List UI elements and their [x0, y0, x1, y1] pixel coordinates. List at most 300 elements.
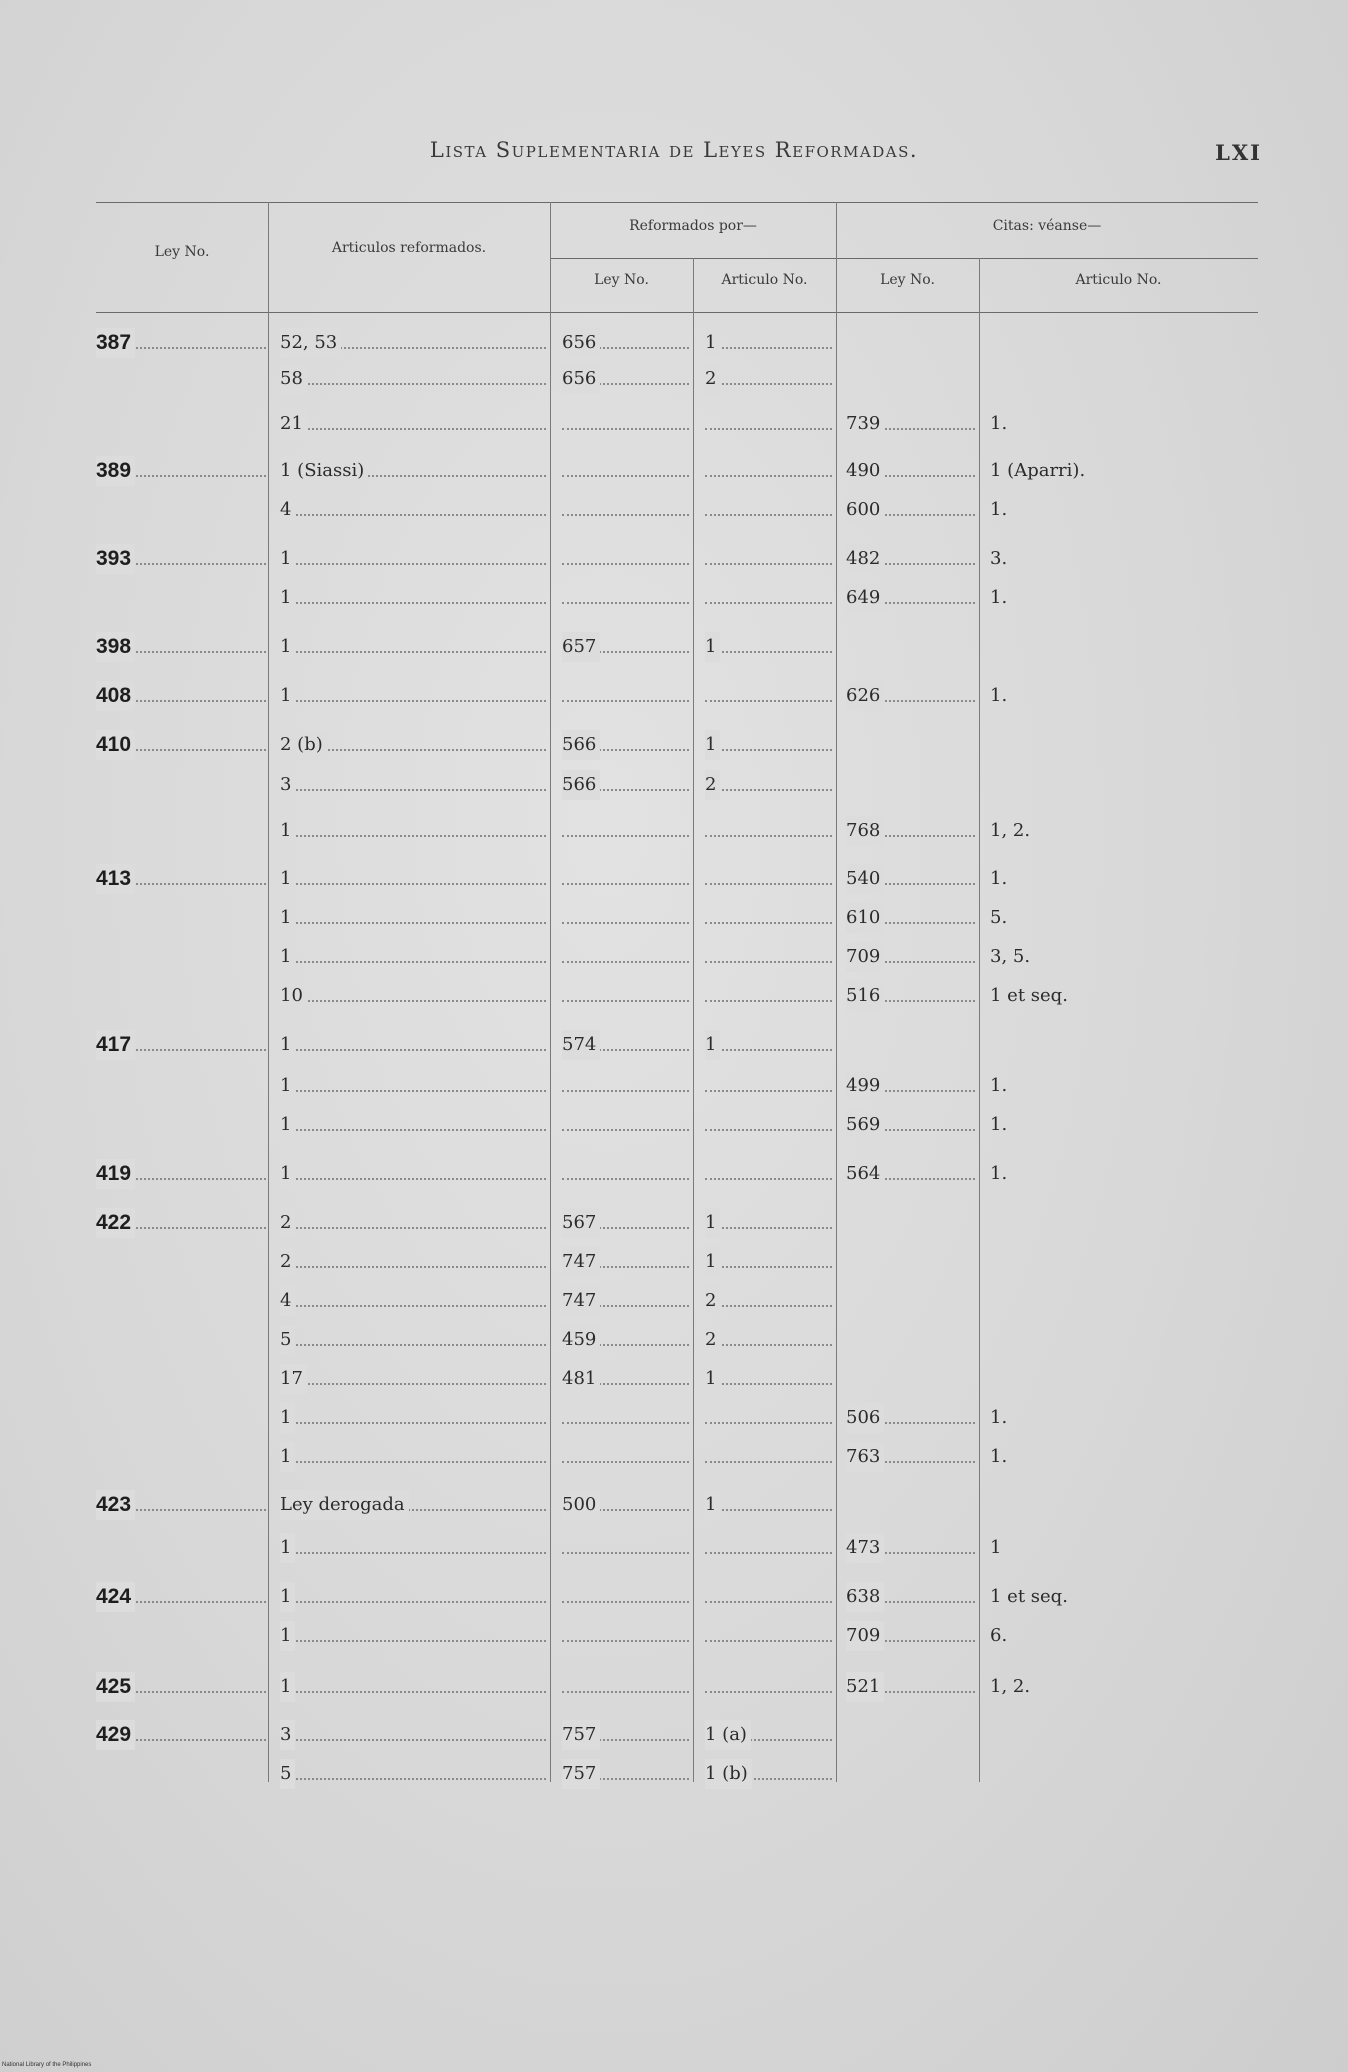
- cell-ref-ley: [562, 495, 689, 525]
- cell-text: 656: [562, 328, 600, 358]
- header-bottom-rule: [96, 312, 1258, 313]
- table-row: [0, 681, 1348, 711]
- cell-ley: [96, 1159, 266, 1189]
- table-row: [0, 583, 1348, 613]
- cell-text: 1.: [990, 1407, 1008, 1428]
- cell-ref-art: [705, 328, 832, 358]
- header-ley-no: Ley No.: [154, 244, 210, 260]
- table-row: [0, 632, 1348, 662]
- cell-text: 473: [846, 1533, 884, 1563]
- cell-ref-art: [705, 1030, 832, 1060]
- cell-cit-art: [990, 1403, 1250, 1433]
- cell-text: 1: [990, 1537, 1002, 1558]
- cell-cit-ley: [846, 364, 975, 394]
- cell-ley: [96, 364, 266, 394]
- cell-cit-ley: [846, 903, 975, 933]
- cell-cit-art: [990, 864, 1250, 894]
- cell-text: 1 (Aparri).: [990, 460, 1086, 481]
- table-row: [0, 1159, 1348, 1189]
- cell-art: [280, 1720, 546, 1750]
- cell-text: 506: [846, 1403, 884, 1433]
- cell-ley: [96, 1325, 266, 1355]
- cell-ley: [96, 456, 266, 486]
- cell-art: [280, 770, 546, 800]
- cell-text: 569: [846, 1110, 884, 1140]
- cell-text: 5: [280, 1759, 295, 1789]
- cell-art: [280, 1442, 546, 1472]
- cell-cit-ley: [846, 1110, 975, 1140]
- cell-cit-ley: [846, 1442, 975, 1472]
- page-number: LXI: [1215, 140, 1262, 165]
- header-ref-articulo-no: Articulo No.: [721, 272, 808, 288]
- cell-ref-art: [705, 981, 832, 1011]
- table-row: [0, 328, 1348, 358]
- cell-text: 1: [280, 1621, 295, 1651]
- cell-ref-ley: [562, 328, 689, 358]
- cell-cit-art: [990, 1030, 1250, 1060]
- cell-cit-art: [990, 364, 1250, 394]
- table-row: [0, 1621, 1348, 1651]
- cell-art: [280, 1286, 546, 1316]
- cell-ref-art: [705, 1403, 832, 1433]
- cell-text: 1: [705, 1490, 720, 1520]
- cell-cit-ley: [846, 681, 975, 711]
- cell-art: [280, 544, 546, 574]
- cell-text: 3, 5.: [990, 946, 1031, 967]
- cell-text: 1 et seq.: [990, 1586, 1068, 1607]
- cell-cit-ley: [846, 1582, 975, 1612]
- cell-cit-ley: [846, 1364, 975, 1394]
- cell-cit-art: [990, 1159, 1250, 1189]
- cell-cit-ley: [846, 409, 975, 439]
- cell-text: 1: [705, 730, 720, 760]
- cell-cit-ley: [846, 1247, 975, 1277]
- cell-text: 425: [96, 1672, 135, 1702]
- cell-text: 3: [280, 770, 295, 800]
- cell-ley: [96, 1208, 266, 1238]
- cell-ref-ley: [562, 1286, 689, 1316]
- cell-text: 747: [562, 1247, 600, 1277]
- cell-art: [280, 328, 546, 358]
- cell-cit-ley: [846, 1208, 975, 1238]
- cell-text: 1: [280, 583, 295, 613]
- table-row: [0, 1030, 1348, 1060]
- cell-cit-art: [990, 1490, 1250, 1520]
- table-row: [0, 1672, 1348, 1702]
- cell-text: 6.: [990, 1625, 1008, 1646]
- cell-ley: [96, 1442, 266, 1472]
- cell-text: 419: [96, 1159, 135, 1189]
- cell-text: 1: [280, 1403, 295, 1433]
- cell-cit-art: [990, 1247, 1250, 1277]
- cell-art: [280, 1071, 546, 1101]
- table-row: [0, 1110, 1348, 1140]
- cell-text: 1: [280, 1071, 295, 1101]
- cell-text: 656: [562, 364, 600, 394]
- cell-text: 482: [846, 544, 884, 574]
- cell-text: 567: [562, 1208, 600, 1238]
- table-row: [0, 364, 1348, 394]
- cell-ref-ley: [562, 981, 689, 1011]
- cell-ref-art: [705, 495, 832, 525]
- cell-text: 52, 53: [280, 328, 341, 358]
- cell-ley: [96, 583, 266, 613]
- table-row: [0, 903, 1348, 933]
- cell-text: 739: [846, 409, 884, 439]
- cell-cit-ley: [846, 1071, 975, 1101]
- cell-ref-ley: [562, 456, 689, 486]
- cell-text: 1: [280, 1110, 295, 1140]
- cell-cit-art: [990, 903, 1250, 933]
- cell-art: [280, 1159, 546, 1189]
- cell-ley: [96, 328, 266, 358]
- cell-text: 2: [705, 1325, 720, 1355]
- cell-ref-ley: [562, 1621, 689, 1651]
- cell-text: 3.: [990, 548, 1008, 569]
- cell-text: 2: [705, 1286, 720, 1316]
- cell-text: 521: [846, 1672, 884, 1702]
- cell-text: 500: [562, 1490, 600, 1520]
- cell-text: 566: [562, 770, 600, 800]
- cell-text: 408: [96, 681, 135, 711]
- cell-cit-ley: [846, 816, 975, 846]
- cell-text: 2 (b): [280, 730, 327, 760]
- cell-text: 1 (a): [705, 1720, 751, 1750]
- cell-ref-ley: [562, 864, 689, 894]
- cell-ref-art: [705, 864, 832, 894]
- cell-text: 5.: [990, 907, 1008, 928]
- cell-text: 626: [846, 681, 884, 711]
- header-reformados-por: Reformados por—: [629, 218, 757, 234]
- cell-ref-art: [705, 1159, 832, 1189]
- cell-ley: [96, 942, 266, 972]
- cell-text: 424: [96, 1582, 135, 1612]
- cell-art: [280, 903, 546, 933]
- table-top-rule: [96, 202, 1258, 203]
- cell-art: [280, 456, 546, 486]
- subheader-rule: [550, 258, 1258, 259]
- table-row: [0, 409, 1348, 439]
- table-row: [0, 544, 1348, 574]
- cell-ref-art: [705, 1490, 832, 1520]
- cell-ref-ley: [562, 364, 689, 394]
- cell-cit-art: [990, 495, 1250, 525]
- cell-text: 1: [280, 1442, 295, 1472]
- cell-ref-art: [705, 1533, 832, 1563]
- table-row: [0, 1759, 1348, 1789]
- cell-ley: [96, 903, 266, 933]
- cell-ref-ley: [562, 544, 689, 574]
- table-row: [0, 1208, 1348, 1238]
- cell-cit-art: [990, 1325, 1250, 1355]
- cell-text: 564: [846, 1159, 884, 1189]
- cell-ref-art: [705, 681, 832, 711]
- cell-ref-art: [705, 1759, 832, 1789]
- cell-text: 459: [562, 1325, 600, 1355]
- cell-ref-art: [705, 456, 832, 486]
- table-row: [0, 730, 1348, 760]
- cell-cit-art: [990, 1071, 1250, 1101]
- cell-cit-ley: [846, 328, 975, 358]
- cell-ref-ley: [562, 1442, 689, 1472]
- cell-cit-ley: [846, 1403, 975, 1433]
- cell-cit-art: [990, 1533, 1250, 1563]
- cell-ref-art: [705, 1247, 832, 1277]
- cell-text: 610: [846, 903, 884, 933]
- cell-cit-ley: [846, 942, 975, 972]
- cell-cit-art: [990, 681, 1250, 711]
- cell-ref-ley: [562, 1208, 689, 1238]
- cell-text: 1.: [990, 685, 1008, 706]
- cell-art: [280, 1030, 546, 1060]
- cell-text: 4: [280, 495, 295, 525]
- cell-art: [280, 364, 546, 394]
- cell-text: 709: [846, 942, 884, 972]
- cell-ley: [96, 1621, 266, 1651]
- cell-text: 747: [562, 1286, 600, 1316]
- cell-ley: [96, 409, 266, 439]
- cell-ref-art: [705, 1364, 832, 1394]
- cell-ley: [96, 1247, 266, 1277]
- cell-text: 1: [705, 1247, 720, 1277]
- cell-text: 58: [280, 364, 307, 394]
- cell-text: 10: [280, 981, 307, 1011]
- cell-cit-art: [990, 1208, 1250, 1238]
- cell-text: 1: [280, 681, 295, 711]
- cell-art: [280, 730, 546, 760]
- cell-cit-ley: [846, 1286, 975, 1316]
- cell-text: 398: [96, 632, 135, 662]
- cell-ref-ley: [562, 1720, 689, 1750]
- table-row: [0, 1533, 1348, 1563]
- cell-text: 1.: [990, 868, 1008, 889]
- header-cit-articulo-no: Articulo No.: [1075, 272, 1162, 288]
- cell-text: 1: [705, 1364, 720, 1394]
- cell-ref-art: [705, 1720, 832, 1750]
- cell-cit-art: [990, 1110, 1250, 1140]
- cell-ley: [96, 1490, 266, 1520]
- table-row: [0, 1364, 1348, 1394]
- cell-ley: [96, 981, 266, 1011]
- cell-text: 1, 2.: [990, 820, 1031, 841]
- cell-text: 1: [280, 864, 295, 894]
- cell-text: 1.: [990, 587, 1008, 608]
- cell-cit-ley: [846, 1490, 975, 1520]
- cell-ref-ley: [562, 816, 689, 846]
- cell-ref-art: [705, 1442, 832, 1472]
- running-head: Lista Suplementaria de Leyes Reformadas.: [429, 138, 919, 162]
- cell-ref-ley: [562, 632, 689, 662]
- cell-text: 2: [705, 770, 720, 800]
- cell-cit-ley: [846, 1621, 975, 1651]
- cell-text: 410: [96, 730, 135, 760]
- cell-text: 1: [280, 1533, 295, 1563]
- cell-art: [280, 1403, 546, 1433]
- cell-ref-art: [705, 1325, 832, 1355]
- cell-ref-ley: [562, 1403, 689, 1433]
- header-cit-ley-no: Ley No.: [880, 272, 935, 288]
- cell-art: [280, 681, 546, 711]
- cell-text: 1 et seq.: [990, 985, 1068, 1006]
- cell-ley: [96, 1720, 266, 1750]
- cell-text: 574: [562, 1030, 600, 1060]
- cell-art: [280, 1110, 546, 1140]
- cell-ref-art: [705, 1286, 832, 1316]
- cell-text: 1: [280, 544, 295, 574]
- cell-ref-art: [705, 632, 832, 662]
- cell-art: [280, 1582, 546, 1612]
- cell-ref-ley: [562, 681, 689, 711]
- cell-text: 566: [562, 730, 600, 760]
- cell-ley: [96, 1403, 266, 1433]
- cell-art: [280, 1621, 546, 1651]
- cell-ref-ley: [562, 1110, 689, 1140]
- cell-text: 1.: [990, 499, 1008, 520]
- cell-ley: [96, 1759, 266, 1789]
- cell-cit-ley: [846, 864, 975, 894]
- table-row: [0, 816, 1348, 846]
- cell-ref-ley: [562, 1759, 689, 1789]
- cell-ref-ley: [562, 1490, 689, 1520]
- cell-text: 2: [280, 1247, 295, 1277]
- cell-text: 1.: [990, 1446, 1008, 1467]
- cell-ley: [96, 730, 266, 760]
- cell-cit-art: [990, 1672, 1250, 1702]
- library-footer: National Library of the Philippines: [2, 2062, 92, 2068]
- cell-text: 657: [562, 632, 600, 662]
- cell-cit-art: [990, 1364, 1250, 1394]
- cell-art: [280, 1759, 546, 1789]
- cell-ref-ley: [562, 1582, 689, 1612]
- cell-ref-ley: [562, 770, 689, 800]
- cell-text: 763: [846, 1442, 884, 1472]
- cell-ref-ley: [562, 1159, 689, 1189]
- cell-art: [280, 1247, 546, 1277]
- cell-ley: [96, 1071, 266, 1101]
- table-row: [0, 1403, 1348, 1433]
- cell-cit-ley: [846, 1159, 975, 1189]
- cell-text: 1: [705, 1208, 720, 1238]
- cell-text: 757: [562, 1720, 600, 1750]
- cell-text: 1: [280, 942, 295, 972]
- cell-art: [280, 1208, 546, 1238]
- cell-ref-ley: [562, 1672, 689, 1702]
- cell-cit-ley: [846, 1672, 975, 1702]
- cell-text: 417: [96, 1030, 135, 1060]
- cell-text: 5: [280, 1325, 295, 1355]
- table-row: [0, 981, 1348, 1011]
- cell-ref-art: [705, 1672, 832, 1702]
- cell-text: 3: [280, 1720, 295, 1750]
- cell-text: 1: [280, 903, 295, 933]
- cell-ref-ley: [562, 1030, 689, 1060]
- cell-text: 1.: [990, 1075, 1008, 1096]
- cell-text: 393: [96, 544, 135, 574]
- table-row: [0, 1490, 1348, 1520]
- cell-ley: [96, 681, 266, 711]
- cell-cit-ley: [846, 770, 975, 800]
- header-articulos: Articulos reformados.: [331, 240, 487, 256]
- cell-text: 413: [96, 864, 135, 894]
- cell-cit-art: [990, 770, 1250, 800]
- cell-cit-art: [990, 328, 1250, 358]
- cell-text: 1: [280, 1582, 295, 1612]
- cell-cit-art: [990, 1582, 1250, 1612]
- cell-art: [280, 864, 546, 894]
- cell-text: 1: [705, 632, 720, 662]
- cell-ley: [96, 864, 266, 894]
- cell-ref-art: [705, 903, 832, 933]
- cell-ref-ley: [562, 903, 689, 933]
- cell-art: [280, 1325, 546, 1355]
- cell-text: 1: [705, 1030, 720, 1060]
- cell-ley: [96, 1110, 266, 1140]
- cell-text: 17: [280, 1364, 307, 1394]
- cell-ley: [96, 1533, 266, 1563]
- cell-ref-art: [705, 942, 832, 972]
- table-row: [0, 1720, 1348, 1750]
- cell-art: [280, 1672, 546, 1702]
- cell-cit-ley: [846, 1533, 975, 1563]
- cell-cit-ley: [846, 456, 975, 486]
- cell-cit-art: [990, 456, 1250, 486]
- cell-text: 516: [846, 981, 884, 1011]
- cell-cit-art: [990, 583, 1250, 613]
- cell-ref-art: [705, 364, 832, 394]
- cell-ref-art: [705, 1110, 832, 1140]
- cell-ley: [96, 1286, 266, 1316]
- table-row: [0, 495, 1348, 525]
- cell-cit-ley: [846, 495, 975, 525]
- cell-ley: [96, 816, 266, 846]
- cell-ref-ley: [562, 730, 689, 760]
- cell-text: 1: [280, 1159, 295, 1189]
- cell-ley: [96, 1582, 266, 1612]
- cell-text: 649: [846, 583, 884, 613]
- cell-cit-ley: [846, 544, 975, 574]
- cell-ley: [96, 1030, 266, 1060]
- cell-ref-ley: [562, 1533, 689, 1563]
- cell-text: 1: [705, 328, 720, 358]
- table-row: [0, 770, 1348, 800]
- cell-ley: [96, 770, 266, 800]
- cell-ley: [96, 544, 266, 574]
- table-row: [0, 864, 1348, 894]
- table-row: [0, 1442, 1348, 1472]
- table-row: [0, 1071, 1348, 1101]
- header-ref-ley-no: Ley No.: [594, 272, 649, 288]
- cell-cit-art: [990, 1759, 1250, 1789]
- cell-cit-art: [990, 1621, 1250, 1651]
- cell-ley: [96, 632, 266, 662]
- cell-ref-art: [705, 544, 832, 574]
- cell-ref-ley: [562, 1325, 689, 1355]
- cell-cit-ley: [846, 1720, 975, 1750]
- cell-cit-art: [990, 1720, 1250, 1750]
- cell-text: 1 (Siassi): [280, 456, 368, 486]
- cell-text: 1, 2.: [990, 1676, 1031, 1697]
- cell-text: 481: [562, 1364, 600, 1394]
- cell-ley: [96, 1364, 266, 1394]
- cell-text: 429: [96, 1720, 135, 1750]
- cell-text: 1.: [990, 1114, 1008, 1135]
- cell-art: [280, 632, 546, 662]
- cell-cit-ley: [846, 730, 975, 760]
- cell-ley: [96, 1672, 266, 1702]
- cell-ref-art: [705, 1208, 832, 1238]
- cell-text: 1 (b): [705, 1759, 752, 1789]
- cell-text: 768: [846, 816, 884, 846]
